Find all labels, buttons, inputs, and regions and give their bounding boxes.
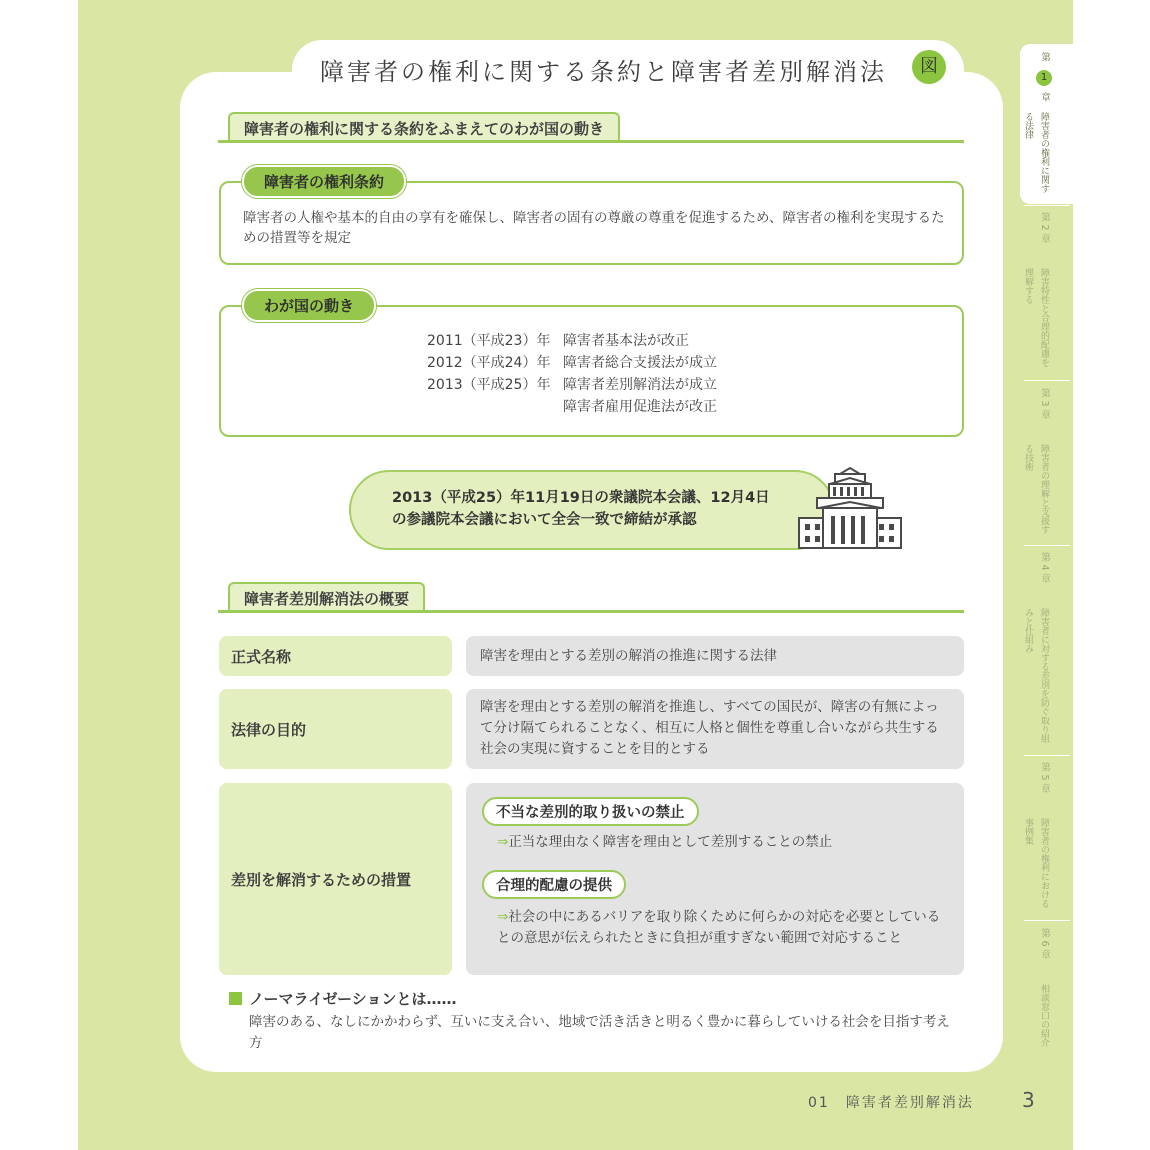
chapter-1-unit: 章: [1039, 92, 1050, 102]
accommodation-pill: 合理的配慮の提供: [482, 870, 626, 899]
chapter-separator: [1024, 545, 1070, 546]
section-rule: [218, 140, 964, 143]
chapter-2-prefix: 第: [1039, 212, 1050, 222]
chapter-4-prefix: 第: [1039, 552, 1050, 562]
chapter-6-title: 相談窓口の紹介: [1039, 984, 1049, 1047]
section-rule: [218, 610, 964, 613]
chapter-1-prefix: 第: [1039, 52, 1050, 62]
movements-timeline: [427, 330, 717, 418]
chapter-4-unit: 章: [1039, 573, 1050, 584]
chapter-3-prefix: 第: [1039, 388, 1050, 398]
chapter-5-number: 5: [1039, 774, 1050, 781]
timeline-year: 2011（平成23）年: [427, 333, 551, 349]
arrow-icon: ⇒: [497, 834, 509, 850]
chapter-separator: [1024, 920, 1070, 921]
movements-pill: わが国の動き: [242, 289, 376, 322]
chapter-2-tab[interactable]: [1036, 212, 1052, 243]
chapter-2-unit: 章: [1039, 233, 1050, 244]
normalization-text: 障害のある、なしにかかわらず、互いに支え合い、地域で活き活きと明るく豊かに暮らしていける社会を目指す考え方: [249, 1014, 950, 1051]
convention-text: 障害者の人権や基本的自由の享有を確保し、障害者の固有の尊厳の尊重を促進するため、障害者の権利を実現するための措置等を規定: [243, 210, 945, 246]
chapter-2-title: 障害特性と合理的配慮を理解する: [1023, 268, 1049, 367]
section-heading-label: 障害者の権利に関する条約をふまえてのわが国の動き: [228, 112, 620, 142]
prohibition-text: [497, 832, 947, 853]
prohibition-pill: 不当な差別的取り扱いの禁止: [482, 797, 699, 826]
chapter-4-tab[interactable]: [1036, 552, 1052, 583]
chapter-separator: [1024, 205, 1070, 206]
chapter-6-number: 6: [1039, 940, 1050, 947]
arrow-icon: ⇒: [497, 909, 509, 925]
chapter-2-number: 2: [1039, 224, 1050, 231]
chapter-5-title: 障害者の権利における事例集: [1023, 818, 1049, 908]
timeline-row: [427, 396, 717, 418]
chapter-3-number: 3: [1039, 400, 1050, 407]
figure-badge: 図: [912, 50, 946, 84]
page-number: 3: [1022, 1088, 1035, 1112]
chapter-5-tab[interactable]: [1036, 762, 1052, 793]
official-name-label: 正式名称: [219, 636, 452, 676]
timeline-year: [427, 396, 563, 418]
purpose-value: 障害を理由とする差別の解消を推進し、すべての国民が、障害の有無によって分け隔てられることなく、相互に人格と個性を尊重し合いながら共生する社会の実現に資することを目的とする: [466, 689, 964, 769]
chapter-4-title: 障害者に対する差別を防ぐ取り組みと仕組み: [1023, 608, 1049, 743]
timeline-row: [427, 374, 717, 396]
purpose-label: 法律の目的: [219, 689, 452, 769]
approval-line-1: 2013（平成25）年11月19日の衆議院本会議、12月4日: [392, 490, 770, 506]
timeline-event: 障害者基本法が改正: [563, 333, 689, 349]
page-title: 障害者の権利に関する条約と障害者差別解消法: [320, 58, 887, 86]
accommodation-text-body: 社会の中にあるバリアを取り除くために何らかの対応を必要としているとの意思が伝えられたときに負担が重すぎない範囲で対応すること: [497, 909, 941, 946]
chapter-4-number: 4: [1039, 564, 1050, 571]
approval-text: [392, 487, 770, 531]
chapter-6-tab[interactable]: [1036, 928, 1052, 959]
normalization-title: ノーマライゼーションとは……: [249, 990, 457, 1008]
chapter-1-number: 1: [1036, 70, 1052, 86]
prohibition-text-body: 正当な理由なく障害を理由として差別することの禁止: [508, 834, 833, 850]
official-name-value: 障害を理由とする差別の解消の推進に関する法律: [466, 636, 964, 676]
accommodation-text: [497, 907, 953, 949]
section-heading-label: 障害者差別解消法の概要: [228, 582, 425, 612]
timeline-event: 障害者差別解消法が成立: [563, 377, 717, 393]
square-bullet-icon: [229, 992, 242, 1005]
timeline-row: [427, 352, 717, 374]
timeline-year: 2012（平成24）年: [427, 355, 551, 371]
approval-line-2: の参議院本会議において全会一致で締結が承認: [392, 512, 697, 528]
chapter-5-unit: 章: [1039, 783, 1050, 794]
chapter-6-prefix: 第: [1039, 928, 1050, 938]
convention-pill: 障害者の権利条約: [242, 165, 406, 198]
chapter-1-title: 障害者の権利に関する法律: [1023, 112, 1049, 193]
chapter-3-title: 障害者の理解と支援する技術: [1023, 444, 1049, 534]
measures-label: 差別を解消するための措置: [219, 783, 452, 975]
chapter-3-tab[interactable]: [1036, 388, 1052, 419]
chapter-separator: [1024, 380, 1070, 381]
timeline-row: [427, 330, 717, 352]
timeline-event: 障害者雇用促進法が改正: [563, 399, 717, 415]
footer-section-label: 01 障害者差別解消法: [808, 1095, 974, 1111]
chapter-separator: [1024, 755, 1070, 756]
timeline-year: 2013（平成25）年: [427, 377, 551, 393]
chapter-5-prefix: 第: [1039, 762, 1050, 772]
chapter-6-unit: 章: [1039, 949, 1050, 960]
diet-building-icon: [795, 466, 905, 552]
timeline-event: 障害者総合支援法が成立: [563, 355, 717, 371]
chapter-3-unit: 章: [1039, 409, 1050, 420]
